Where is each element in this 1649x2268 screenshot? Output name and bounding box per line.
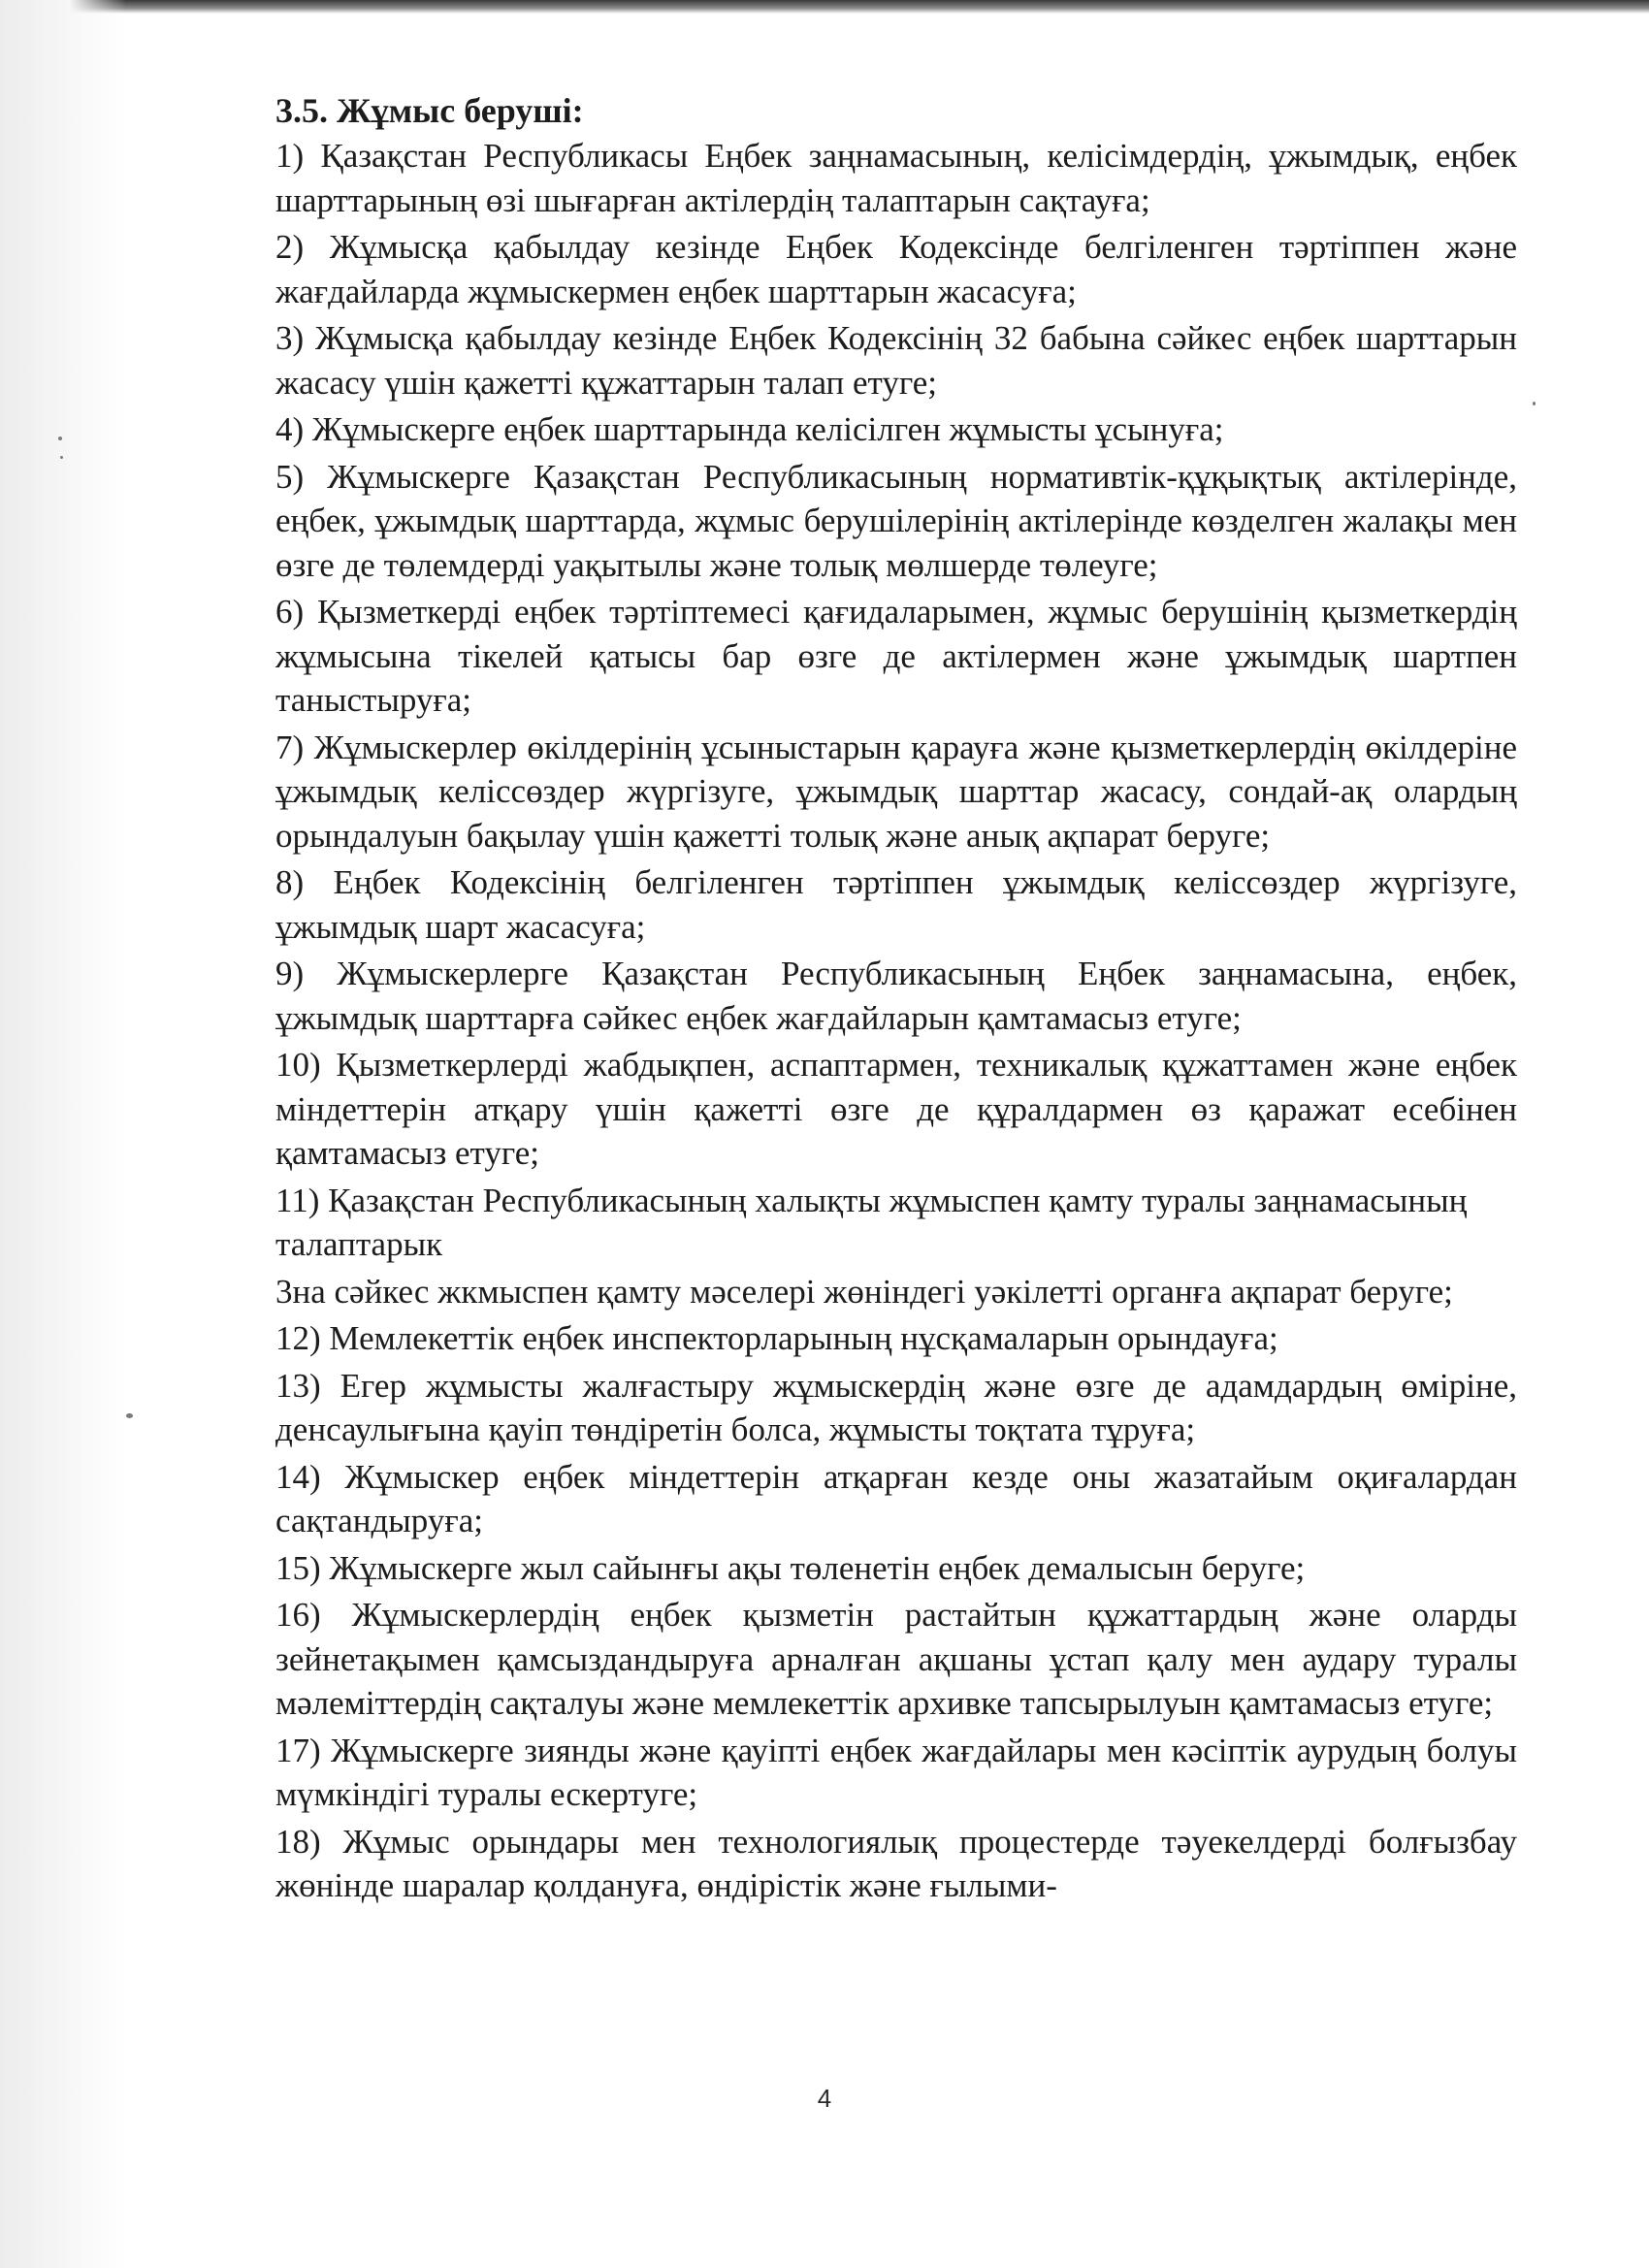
scan-speck <box>58 437 62 440</box>
paragraph-item-11-continued: 3на сәйкес жкмыспен қамту мәселері жөніндегі уәкілетті органға ақпарат беруге; <box>275 1272 1453 1311</box>
paragraph-item-1: 1) Қазақстан Республикасы Еңбек заңнамасының, келісімдердің, ұжымдық, еңбек шарттарының өзі шығарған актілердің талаптарын сақтауға; <box>275 137 1517 219</box>
paragraph-item-9: 9) Жұмыскерлерге Қазақстан Республикасының Еңбек заңнамасына, еңбек, ұжымдық шарттарға сәйкес еңбек жағдайларын қамтамасыз етуге; <box>275 955 1517 1037</box>
scan-left-shade <box>0 0 126 2268</box>
paragraph-item-2: 2) Жұмысқа қабылдау кезінде Еңбек Кодексінде белгіленген тәртіппен және жағдайларда жұмыскермен еңбек шарттарын жасасуға; <box>275 228 1517 310</box>
section-heading: 3.5. Жұмыс беруші: <box>275 91 584 130</box>
paragraph-item-11: 11) Қазақстан Республикасының халықты жұмыспен қамту туралы заңнамасының талаптарык <box>275 1181 1468 1263</box>
scan-speck <box>60 456 63 459</box>
paragraph-item-16: 16) Жұмыскерлердің еңбек қызметін растайтын құжаттардың және оларды зейнетақымен қамсыздандыруға арналған ақшаны ұстап қалу мен аудару туралы мәлеміттердің сақталуы және мемлекеттік архивке тапсырылуын қамтамасыз етуге; <box>275 1596 1517 1722</box>
paragraph-item-6: 6) Қызметкерді еңбек тәртіптемесі қағидаларымен, жұмыс берушінің қызметкердің жұмысына тікелей қатысы бар өзге де актілермен және ұжымдық шартпен таныстыруға; <box>275 593 1517 719</box>
scan-speck <box>1533 402 1536 405</box>
paragraph-item-12: 12) Мемлекеттік еңбек инспекторларының нұсқамаларын орындауға; <box>275 1319 1278 1357</box>
paragraph-item-17: 17) Жұмыскерге зиянды және қауіпті еңбек жағдайлары мен кәсіптік аурудың болуы мүмкіндігі туралы ескертуге; <box>275 1731 1517 1813</box>
paragraph-item-10: 10) Қызметкерлерді жабдықпен, аспаптармен, техникалық құжаттамен және еңбек міндеттерін атқару үшін қажетті өзге де құралдармен өз қаражат есебінен қамтамасыз етуге; <box>275 1046 1517 1172</box>
paragraph-item-3: 3) Жұмысқа қабылдау кезінде Еңбек Кодексінің 32 бабына сәйкес еңбек шарттарын жасасу үшін қажетті құжаттарын талап етуге; <box>275 319 1517 402</box>
paragraph-item-5: 5) Жұмыскерге Қазақстан Республикасының нормативтік-құқықтық актілерінде, еңбек, ұжымдық шарттарда, жұмыс берушілерінің актілерінде көзделген жалақы мен өзге де төлемдерді уақытылы және толық мөлшерде төлеуге; <box>275 457 1517 584</box>
scan-speck <box>126 1413 133 1418</box>
document-body <box>275 89 1517 1911</box>
paragraph-item-13: 13) Егер жұмысты жалғастыру жұмыскердің және өзге де адамдардың өміріне, денсаулығына қауіп төндіретін болса, жұмысты тоқтата тұруға; <box>275 1366 1517 1448</box>
scan-top-edge <box>0 0 1649 14</box>
page-number: 4 <box>817 2084 832 2113</box>
paragraph-item-7: 7) Жұмыскерлер өкілдерінің ұсыныстарын қарауға және қызметкерлердің өкілдеріне ұжымдық келіссөздер жүргізуге, ұжымдық шарттар жасасу, сондай-ақ олардың орындалуын бақылау үшін қажетті толық және анық ақпарат беруге; <box>275 728 1517 855</box>
paragraph-item-15: 15) Жұмыскерге жыл сайынғы ақы төленетін еңбек демалысын беруге; <box>275 1548 1306 1587</box>
paragraph-item-8: 8) Еңбек Кодексінің белгіленген тәртіппен ұжымдық келіссөздер жүргізуге, ұжымдық шарт жасасуға; <box>275 863 1517 946</box>
paragraph-item-4: 4) Жұмыскерге еңбек шарттарында келісілген жұмысты ұсынуға; <box>275 410 1224 448</box>
paragraph-item-18: 18) Жұмыс орындары мен технологиялық процестерде тәуекелдерді болғызбау жөнінде шаралар қолдануға, өндірістік және ғылыми- <box>275 1822 1517 1904</box>
paragraph-item-14: 14) Жұмыскер еңбек міндеттерін атқарған кезде оны жазатайым оқиғалардан сақтандыруға; <box>275 1457 1517 1539</box>
